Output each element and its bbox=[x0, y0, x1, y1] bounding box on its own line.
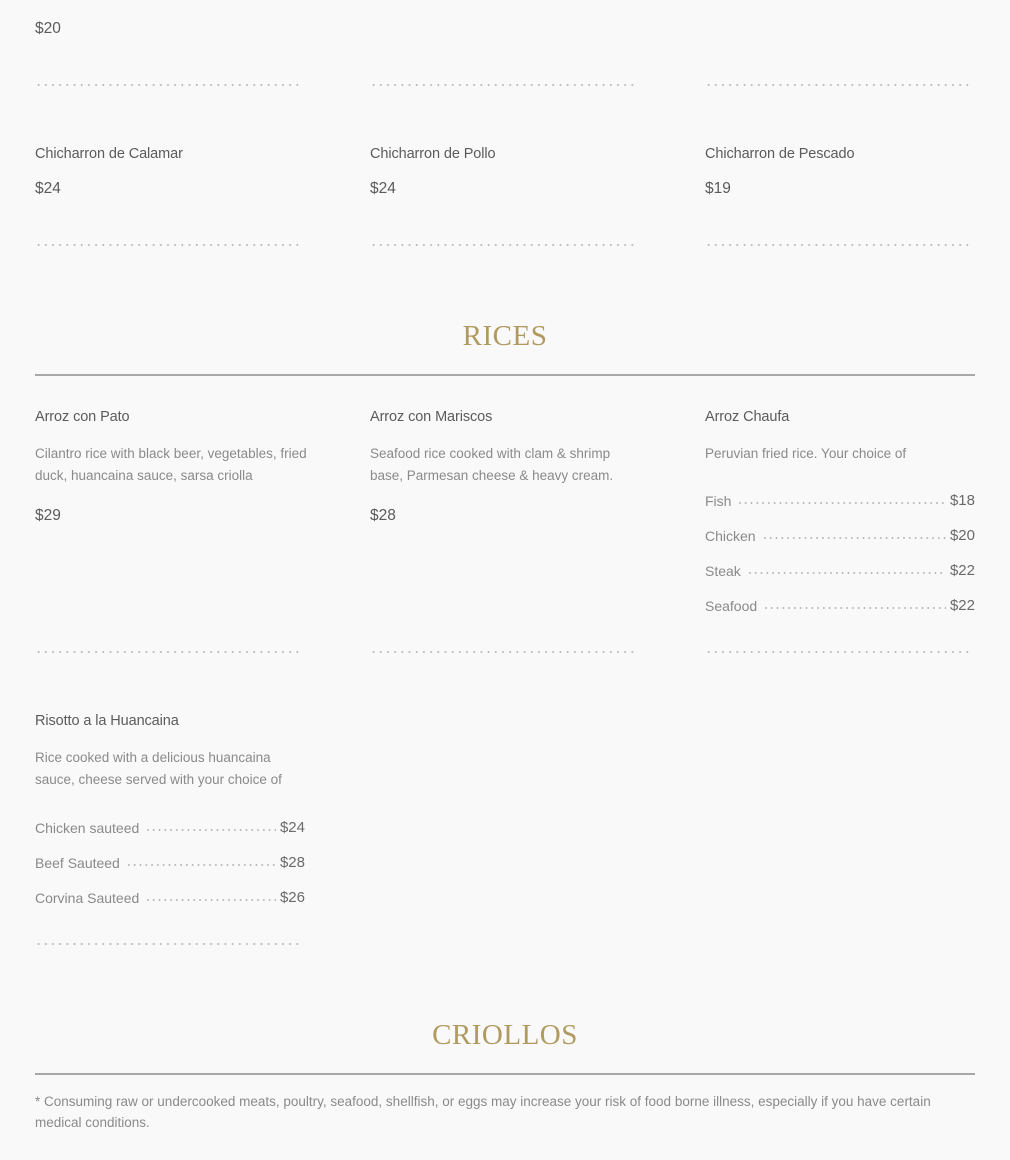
dotted-divider bbox=[35, 244, 303, 246]
dotted-divider bbox=[705, 84, 973, 86]
dot-leader bbox=[763, 607, 946, 609]
item-price: $28 bbox=[370, 507, 396, 524]
dish-name: Arroz con Mariscos bbox=[370, 409, 493, 425]
dotted-divider bbox=[370, 244, 638, 246]
dish-name: Chicharron de Pollo bbox=[370, 146, 496, 162]
health-disclaimer: * Consuming raw or undercooked meats, poultry, seafood, shellfish, or eggs may increase your risk of food borne illness, especially if you have certain medical conditions. bbox=[35, 1094, 931, 1130]
dish-name: Arroz Chaufa bbox=[705, 409, 790, 425]
option-row bbox=[705, 559, 975, 579]
option-row bbox=[35, 851, 305, 871]
section-rule bbox=[35, 1073, 975, 1075]
dotted-divider bbox=[35, 651, 303, 653]
option-row bbox=[35, 886, 305, 906]
dot-leader bbox=[145, 899, 276, 901]
option-price: $22 bbox=[949, 597, 975, 614]
option-label: Beef Sauteed bbox=[35, 855, 120, 871]
dish-name: Arroz con Pato bbox=[35, 409, 130, 425]
dish-description: Seafood rice cooked with clam & shrimp base, Parmesan cheese & heavy cream. bbox=[370, 446, 614, 483]
dot-leader bbox=[126, 864, 276, 866]
dish-description: Cilantro rice with black beer, vegetables, fried duck, huancaina sauce, sarsa criolla bbox=[35, 446, 307, 483]
option-label: Steak bbox=[705, 563, 741, 579]
dot-leader bbox=[747, 572, 946, 574]
dotted-divider bbox=[705, 651, 973, 653]
dish-name: Chicharron de Calamar bbox=[35, 146, 183, 162]
dot-leader bbox=[737, 502, 946, 504]
section-title-criollos: CRIOLLOS bbox=[432, 1019, 578, 1051]
dotted-divider bbox=[370, 84, 638, 86]
option-label: Seafood bbox=[705, 598, 758, 614]
item-price: $20 bbox=[35, 20, 61, 37]
dotted-divider bbox=[35, 84, 303, 86]
dot-leader bbox=[145, 829, 276, 831]
option-price: $26 bbox=[279, 889, 305, 906]
dish-description: Peruvian fried rice. Your choice of bbox=[705, 446, 907, 461]
option-row bbox=[35, 816, 305, 836]
item-price: $24 bbox=[35, 180, 61, 197]
dot-leader bbox=[762, 537, 946, 539]
option-label: Chicken sauteed bbox=[35, 820, 140, 836]
dish-name: Chicharron de Pescado bbox=[705, 146, 855, 162]
section-rule bbox=[35, 374, 975, 376]
dish-description: Rice cooked with a delicious huancaina sauce, cheese served with your choice of bbox=[35, 750, 282, 787]
option-row bbox=[705, 594, 975, 614]
dish-name: Risotto a la Huancaina bbox=[35, 713, 179, 729]
option-label: Corvina Sauteed bbox=[35, 890, 140, 906]
option-label: Chicken bbox=[705, 528, 756, 544]
dotted-divider bbox=[370, 651, 638, 653]
option-price: $24 bbox=[279, 819, 305, 836]
item-price: $24 bbox=[370, 180, 396, 197]
option-price: $28 bbox=[279, 854, 305, 871]
option-price: $22 bbox=[949, 562, 975, 579]
option-row bbox=[705, 489, 975, 509]
item-price: $29 bbox=[35, 507, 61, 524]
item-price: $19 bbox=[705, 180, 731, 197]
section-title-rices: RICES bbox=[462, 320, 548, 352]
dotted-divider bbox=[705, 244, 973, 246]
dotted-divider bbox=[35, 943, 303, 945]
option-price: $18 bbox=[949, 492, 975, 509]
option-label: Fish bbox=[705, 493, 732, 509]
option-row bbox=[705, 524, 975, 544]
option-price: $20 bbox=[949, 527, 975, 544]
